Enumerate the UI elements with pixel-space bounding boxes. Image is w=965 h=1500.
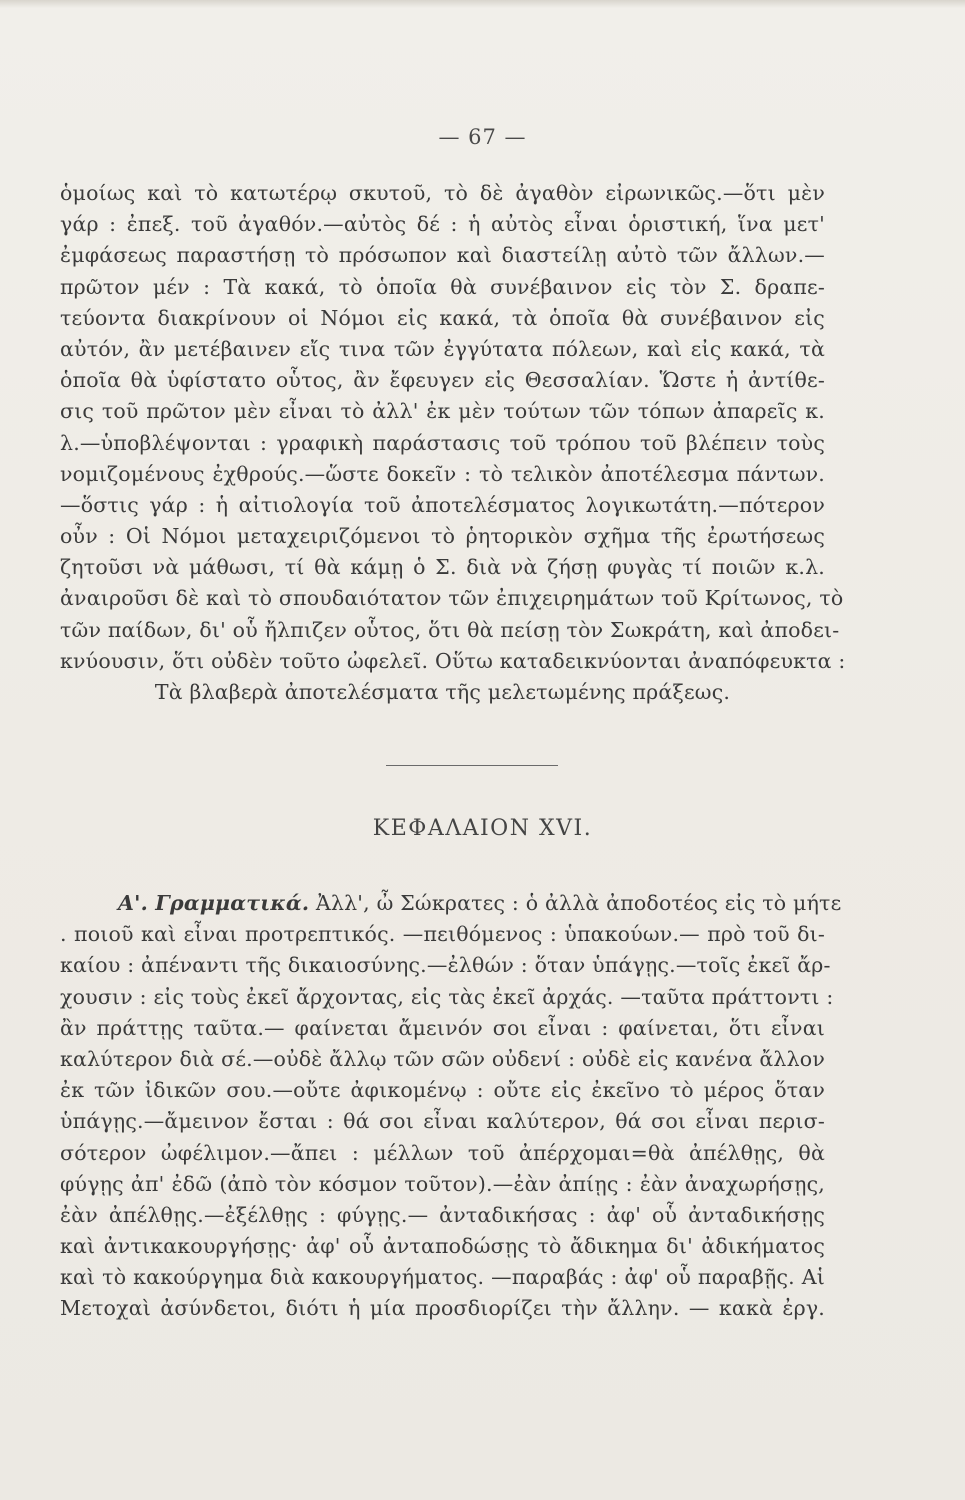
text-line-summary: Τὰ βλαβερὰ ἀποτελέσματα τῆς μελετωμένης πράξεως. <box>154 680 731 704</box>
text-line: —ὅστις γάρ : ἡ αἰτιολογία τοῦ ἀποτελέσματος λογικωτάτη.—πότερον <box>60 492 825 517</box>
page-number: — 67 — <box>438 125 527 149</box>
text-line: ὑπάγῃς.—ἄμεινον ἔσται : θά σοι εἶναι καλύτερον, θά σοι εἶναι περισ- <box>60 1109 825 1134</box>
text-line: ἐμφάσεως παραστήσῃ τὸ πρόσωπον καὶ διαστείλῃ αὐτὸ τῶν ἄλλων.— <box>60 243 825 268</box>
text-line: καὶ τὸ κακούργημα διὰ κακουργήματος. —παραβάς : ἀφ' οὗ παραβῇς. Αἱ <box>60 1265 825 1290</box>
text-line: ἐὰν ἀπέλθῃς.—ἐξέλθῃς : φύγῃς.— ἀνταδικήσας : ἀφ' οὗ ἀνταδικήσῃς <box>60 1202 825 1227</box>
text-line: λ.—ὑποβλέψονται : γραφικὴ παράστασις τοῦ τρόπου τοῦ βλέπειν τοὺς <box>60 430 825 455</box>
text-line: πρῶτον μέν : Τὰ κακά, τὸ ὁποῖα θὰ συνέβαινον εἰς τὸν Σ. δραπε- <box>60 274 825 299</box>
grammar-first-line <box>60 888 842 919</box>
text-line: ἀναιροῦσι δὲ καὶ τὸ σπουδαιότατον τῶν ἐπιχειρημάτων τοῦ Κρίτωνος, τὸ <box>60 586 844 611</box>
chapter-heading: ΚΕΦΑΛΑΙΟΝ XVI. <box>372 816 593 841</box>
text-line: σότερον ὠφέλιμον.—ἄπει : μέλλων τοῦ ἀπέρχομαι=θὰ ἀπέλθῃς, θὰ <box>60 1140 825 1165</box>
text-line: καίου : ἀπέναντι τῆς δικαιοσύνης.—ἐλθών : ὅταν ὑπάγῃς.—τοῖς ἐκεῖ ἄρ- <box>60 953 831 978</box>
text-line: τεύοντα διακρίνουν οἱ Νόμοι εἰς κακά, τὰ ὁποῖα θὰ συνέβαινον εἰς <box>60 305 825 330</box>
grammar-first-line-text: Ἀλλ', ὦ Σώκρατες : ὁ ἀλλὰ ἀποδοτέος εἰς τὸ μήτε <box>309 891 842 915</box>
text-line: χουσιν : εἰς τοὺς ἐκεῖ ἄρχοντας, εἰς τὰς ἐκεῖ ἀρχάς. —ταῦτα πράττοντι : <box>60 984 834 1009</box>
text-line: Μετοχαὶ ἀσύνδετοι, διότι ἡ μία προσδιορίζει τὴν ἄλλην. — κακὰ ἐργ. <box>60 1296 825 1321</box>
grammar-label: Α'. Γραμματικά. <box>118 891 310 915</box>
text-line: ζητοῦσι νὰ μάθωσι, τί θὰ κάμῃ ὁ Σ. διὰ νὰ ζήσῃ φυγὰς τί ποιῶν κ.λ. <box>60 555 825 580</box>
text-line: ὁμοίως καὶ τὸ κατωτέρῳ σκυτοῦ, τὸ δὲ ἀγαθὸν εἰρωνικῶς.—ὅτι μὲν <box>60 181 825 205</box>
text-line: . ποιοῦ καὶ εἶναι προτρεπτικός. —πειθόμενος : ὑπακούων.— πρὸ τοῦ δι- <box>60 922 825 947</box>
text-line: φύγῃς ἀπ' ἐδῶ (ἀπὸ τὸν κόσμον τοῦτον).—ἐὰν ἀπίῃς : ἐὰν ἀναχωρήσῃς, <box>60 1171 825 1196</box>
text-line: ἐκ τῶν ἰδικῶν σου.—οὔτε ἀφικομένῳ : οὔτε εἰς ἐκεῖνο τὸ μέρος ὅταν <box>60 1078 825 1103</box>
text-line: νομιζομένους ἐχθρούς.—ὥστε δοκεῖν : τὸ τελικὸν ἀποτέλεσμα πάντων. <box>60 461 825 486</box>
text-line: τῶν παίδων, δι' οὗ ἤλπιζεν οὗτος, ὅτι θὰ πείσῃ τὸν Σωκράτη, καὶ ἀποδει- <box>60 617 840 642</box>
commentary-block-2 <box>60 888 842 1325</box>
text-line: οὖν : Οἱ Νόμοι μεταχειριζόμενοι τὸ ῥητορικὸν σχῆμα τῆς ἐρωτήσεως <box>60 524 825 549</box>
text-line: σις τοῦ πρῶτον μὲν εἶναι τὸ ἀλλ' ἐκ μὲν τούτων τῶν τόπων ἀπαρεῖς κ. <box>60 399 825 424</box>
commentary-block-1 <box>60 178 846 708</box>
text-line: κνύουσιν, ὅτι οὐδὲν τοῦτο ὠφελεῖ. Οὕτω καταδεικνύονται ἀναπόφευκτα : <box>60 648 846 673</box>
text-line: αὐτόν, ἂν μετέβαινεν εἴς τινα τῶν ἐγγύτατα πόλεων, καὶ εἰς κακά, τὰ <box>60 336 825 361</box>
page-top-edge <box>0 0 965 8</box>
text-line: γάρ : ἐπεξ. τοῦ ἀγαθόν.—αὐτὸς δέ : ἡ αὐτὸς εἶναι ὁριστική, ἵνα μετ' <box>60 212 825 237</box>
text-line: ἂν πράττῃς ταῦτα.— φαίνεται ἄμεινόν σοι εἶναι : φαίνεται, ὅτι εἶναι <box>60 1015 825 1040</box>
text-line: καὶ ἀντικακουργήσῃς· ἀφ' οὗ ἀνταποδώσῃς τὸ ἄδικημα δι' ἀδικήματος <box>60 1234 825 1259</box>
text-line: καλύτερον διὰ σέ.—οὐδὲ ἄλλῳ τῶν σῶν οὐδενί : οὐδὲ εἰς κανένα ἄλλον <box>60 1046 825 1071</box>
text-line: ὁποῖα θὰ ὑφίστατο οὗτος, ἂν ἔφευγεν εἰς Θεσσαλίαν. Ὥστε ἡ ἀντίθε- <box>60 368 825 393</box>
section-divider <box>386 765 558 766</box>
